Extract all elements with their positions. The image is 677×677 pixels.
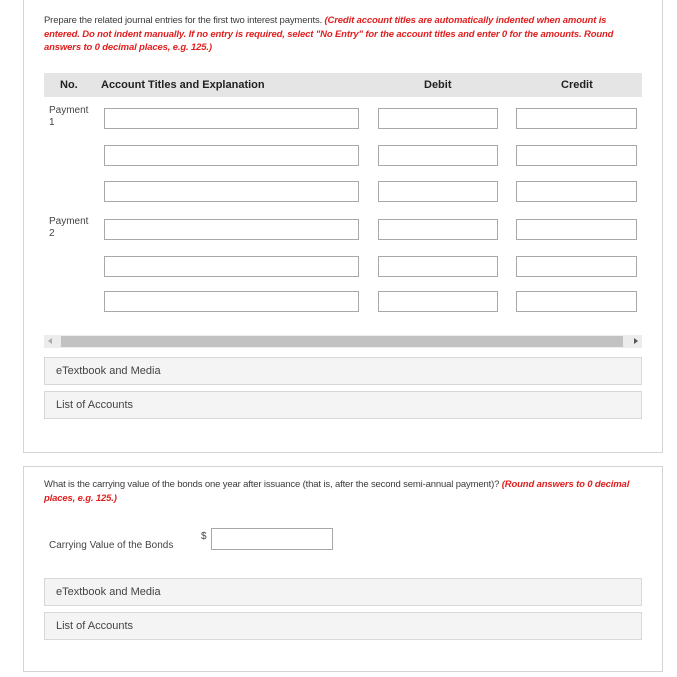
carrying-value-instructions <box>44 478 644 505</box>
instruction-text: Prepare the related journal entries for the first two interest payments. <box>44 15 325 26</box>
payment-1-label-line2: 1 <box>49 117 55 128</box>
payment-1-row-2-account-input[interactable] <box>104 145 359 166</box>
payment-1-row-1-debit-input[interactable] <box>378 108 498 129</box>
payment-2-row-1-debit-input[interactable] <box>378 219 498 240</box>
carrying-value-input[interactable] <box>211 528 333 550</box>
carrying-value-panel <box>23 466 663 672</box>
journal-entry-panel <box>23 0 663 453</box>
payment-2-row-2-account-input[interactable] <box>104 256 359 277</box>
payment-2-label-line1: Payment <box>49 216 89 227</box>
payment-2-row-1-credit-input[interactable] <box>516 219 637 240</box>
payment-2-row-3-account-input[interactable] <box>104 291 359 312</box>
instruction-note: (Credit account titles are automatically indented when amount is entered. Do not indent manually. If no entry is required, select "No Entry" for the account titles and enter 0 for the amounts. Round answers to 0 decimal places, e.g. 125.) <box>44 15 614 53</box>
payment-2-row-2-debit-input[interactable] <box>378 256 498 277</box>
payment-2-row-1-account-input[interactable] <box>104 219 359 240</box>
payment-1-row-1-credit-input[interactable] <box>516 108 637 129</box>
horizontal-scrollbar[interactable] <box>44 335 642 348</box>
payment-2-row-3-debit-input[interactable] <box>378 291 498 312</box>
etextbook-media-link-2[interactable]: eTextbook and Media <box>44 578 642 606</box>
payment-1-label <box>49 105 88 129</box>
etextbook-media-link[interactable]: eTextbook and Media <box>44 357 642 385</box>
payment-1-row-3-credit-input[interactable] <box>516 181 637 202</box>
payment-1-row-2-debit-input[interactable] <box>378 145 498 166</box>
header-debit: Debit <box>424 79 452 91</box>
header-no: No. <box>60 79 78 91</box>
payment-1-row-1-account-input[interactable] <box>104 108 359 129</box>
list-of-accounts-link-2[interactable]: List of Accounts <box>44 612 642 640</box>
payment-2-row-3-credit-input[interactable] <box>516 291 637 312</box>
table-header <box>44 73 642 97</box>
journal-instructions <box>44 14 644 55</box>
list-of-accounts-link[interactable]: List of Accounts <box>44 391 642 419</box>
payment-1-row-3-debit-input[interactable] <box>378 181 498 202</box>
instruction-note-2: (Round answers to 0 decimal places, e.g. 125.) <box>44 479 630 504</box>
payment-2-label <box>49 216 88 240</box>
currency-symbol: $ <box>201 531 207 542</box>
scroll-thumb[interactable] <box>61 336 623 347</box>
scroll-right-icon[interactable] <box>634 338 638 344</box>
payment-1-row-3-account-input[interactable] <box>104 181 359 202</box>
payment-2-row-2-credit-input[interactable] <box>516 256 637 277</box>
instruction-text-2: What is the carrying value of the bonds one year after issuance (that is, after the second semi-annual payment)? <box>44 479 502 490</box>
carrying-value-label: Carrying Value of the Bonds <box>49 540 174 551</box>
scroll-left-icon[interactable] <box>48 338 52 344</box>
header-credit: Credit <box>561 79 593 91</box>
payment-2-label-line2: 2 <box>49 228 55 239</box>
payment-1-label-line1: Payment <box>49 105 89 116</box>
header-account-titles: Account Titles and Explanation <box>101 79 265 91</box>
payment-1-row-2-credit-input[interactable] <box>516 145 637 166</box>
